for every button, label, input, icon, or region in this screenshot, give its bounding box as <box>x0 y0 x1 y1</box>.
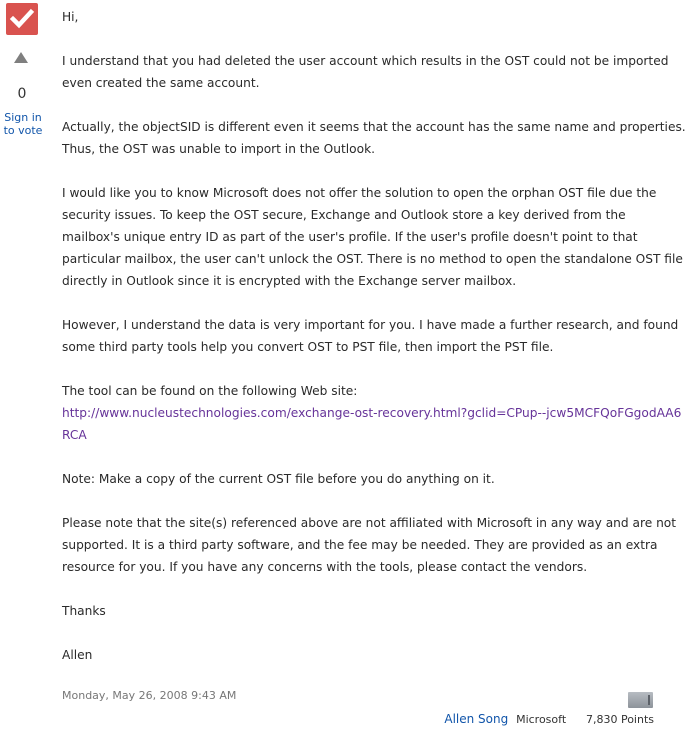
profile-badge-icon[interactable] <box>628 692 653 708</box>
post-paragraph: However, I understand the data is very important for you. I have made a further research, and found some third party tools help you convert OST to PST file, then import the PST file. <box>62 318 679 354</box>
tool-paragraph <box>62 380 687 446</box>
author-org: Microsoft <box>516 713 567 726</box>
post-paragraph: Actually, the objectSID is different even it seems that the account has the same name and properties. Thus, the OST was unable to import in the Outlook. <box>62 120 686 156</box>
author-points: 7,830 Points <box>585 713 654 726</box>
vote-up-icon[interactable] <box>14 52 28 63</box>
post-note: Note: Make a copy of the current OST file before you do anything on it. <box>62 472 495 486</box>
tool-intro: The tool can be found on the following Web site: <box>62 384 358 398</box>
vote-count: 0 <box>17 86 27 102</box>
checkmark-icon <box>6 3 38 35</box>
author-name-link[interactable]: Allen Song <box>444 712 509 726</box>
accepted-answer-badge <box>6 3 38 35</box>
post-thanks: Thanks <box>62 604 106 618</box>
tool-link[interactable]: http://www.nucleustechnologies.com/exchange-ost-recovery.html?gclid=CPup--jcw5MCFQoFGgodAA6RCA <box>62 406 682 442</box>
sign-in-to-vote-link[interactable]: Sign in to vote <box>3 111 43 137</box>
post-greeting: Hi, <box>62 10 79 24</box>
post-body <box>62 6 687 688</box>
author-info <box>444 712 654 726</box>
post-paragraph: I would like you to know Microsoft does not offer the solution to open the orphan OST file due the security issues. To keep the OST secure, Exchange and Outlook store a key derived from the mailbox's unique entry ID as part of the user's profile. If the user's profile doesn't point to that particular mailbox, the user can't unlock the OST. There is no method to open the standalone OST file directly in Outlook since it is encrypted with the Exchange server mailbox. <box>62 186 683 288</box>
post-disclaimer: Please note that the site(s) referenced above are not affiliated with Microsoft in any way and are not supported. It is a third party software, and the fee may be needed. They are provided as an extra resource for you. If you have any concerns with the tools, please contact the vendors. <box>62 516 677 574</box>
post-timestamp: Monday, May 26, 2008 9:43 AM <box>62 689 237 702</box>
post-signature: Allen <box>62 648 93 662</box>
post-paragraph: I understand that you had deleted the user account which results in the OST could not be imported even created the same account. <box>62 54 669 90</box>
